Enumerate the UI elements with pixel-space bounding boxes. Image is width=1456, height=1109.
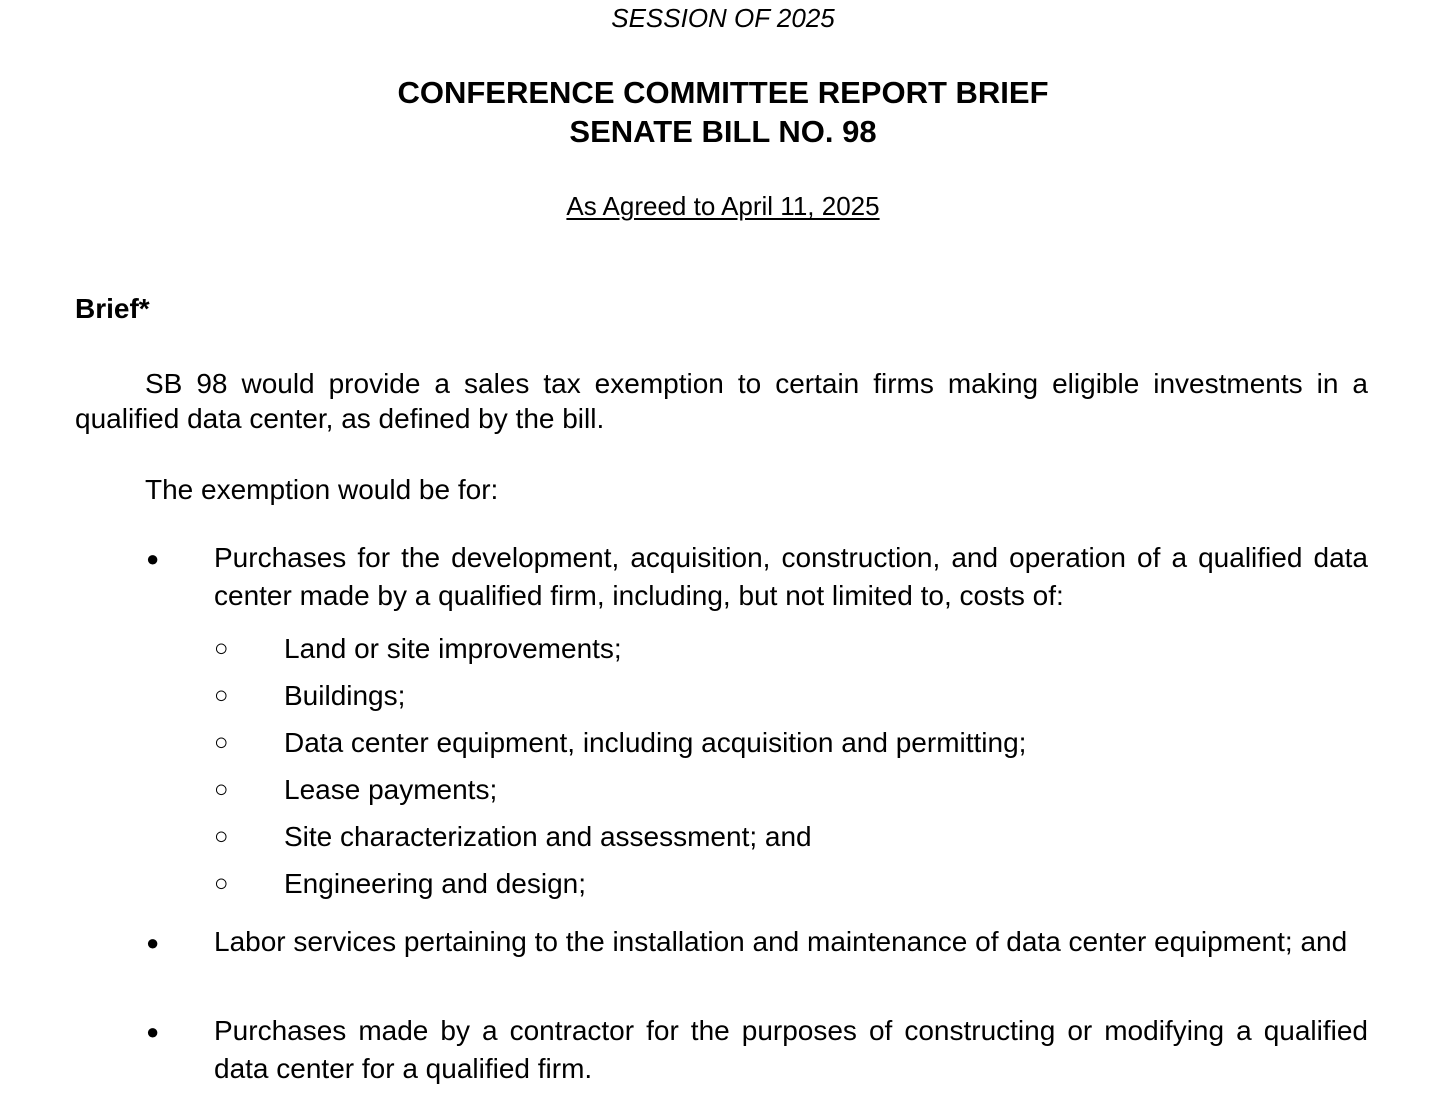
bullet-marker: ●: [146, 930, 160, 955]
sub-list-item: Engineering and design;: [284, 868, 587, 899]
sub-bullet-marker: ○: [214, 870, 229, 897]
report-title: CONFERENCE COMMITTEE REPORT BRIEF: [397, 75, 1049, 110]
sub-bullet-marker: ○: [214, 729, 229, 756]
bullet-marker: ●: [146, 546, 160, 571]
bill-number: SENATE BILL NO. 98: [569, 114, 877, 149]
sub-bullet-marker: ○: [214, 776, 229, 803]
exemption-lead: The exemption would be for:: [145, 474, 499, 505]
sub-list-item: Site characterization and assessment; and: [284, 821, 812, 852]
session-label: SESSION OF 2025: [611, 3, 835, 33]
bullet-item: Labor services pertaining to the installation and maintenance of data center equipment; and: [214, 926, 1348, 957]
intro-paragraph: SB 98 would provide a sales tax exemption to certain firms making eligible investments in a qualified data center, as defined by the bill.: [75, 368, 1368, 434]
brief-heading: Brief*: [75, 293, 150, 324]
bullet-marker: ●: [146, 1019, 160, 1044]
agreed-date: As Agreed to April 11, 2025: [566, 191, 880, 221]
bullet-item: Purchases for the development, acquisition, construction, and operation of a qualified data center made by a qualified firm, including, but not limited to, costs of:: [214, 542, 1368, 611]
bullet-item: Purchases made by a contractor for the purposes of constructing or modifying a qualified data center for a qualified firm.: [214, 1015, 1368, 1084]
sub-list-item: Land or site improvements;: [284, 633, 622, 664]
sub-bullet-marker: ○: [214, 635, 229, 662]
sub-list-item: Buildings;: [284, 680, 406, 711]
sub-list-item: Data center equipment, including acquisition and permitting;: [284, 727, 1027, 758]
sub-bullet-marker: ○: [214, 682, 229, 709]
sub-bullet-marker: ○: [214, 823, 229, 850]
sub-list-item: Lease payments;: [284, 774, 498, 805]
